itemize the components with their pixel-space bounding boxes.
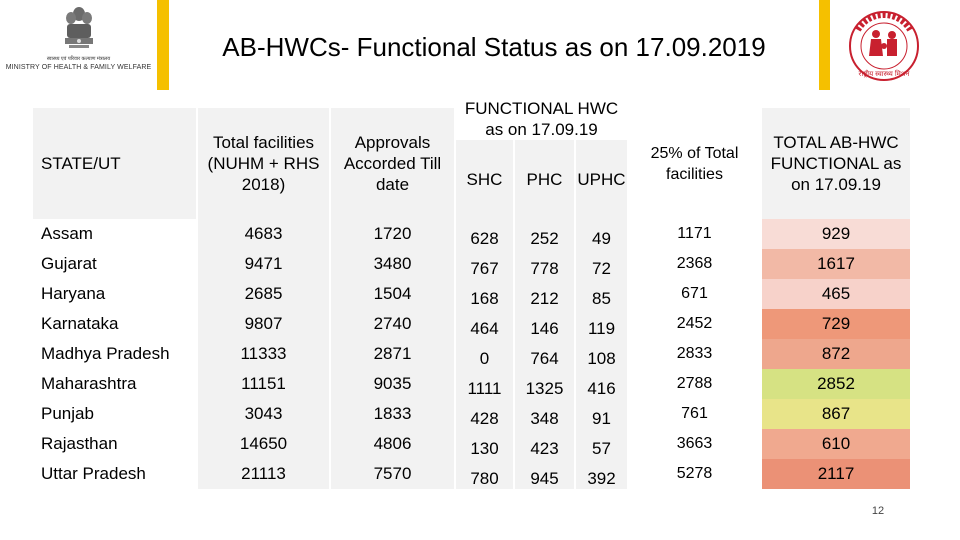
nhm-logo — [838, 8, 930, 90]
state-cell: Gujarat — [41, 254, 97, 273]
state-cell: Punjab — [41, 404, 94, 423]
shc-cell: 780 — [456, 459, 513, 489]
total-facilities-cell: 11151 — [198, 369, 329, 399]
phc-cell: 252 — [515, 219, 574, 249]
phc-cell: 1325 — [515, 369, 574, 399]
pct25-cell: 2788 — [676, 375, 713, 392]
uphc-cell: 91 — [576, 399, 627, 429]
status-table — [33, 99, 928, 495]
nhm-hindi-text: राष्ट्रीय स्वास्थ्य मिशन — [858, 71, 910, 78]
total-facilities-cell: 11333 — [198, 339, 329, 369]
total-facilities-cell: 21113 — [198, 459, 329, 489]
state-cell: Assam — [41, 224, 93, 243]
total-facilities-cell: 3043 — [198, 399, 329, 429]
pct25-cell: 2833 — [676, 345, 713, 362]
pct25-cell: 3663 — [676, 435, 713, 452]
approvals-cell: 1833 — [331, 399, 454, 429]
total-facilities-cell: 2685 — [198, 279, 329, 309]
total-ab-hwc-cell: 2117 — [762, 459, 910, 489]
total-ab-hwc-cell: 610 — [762, 429, 910, 459]
uphc-cell: 57 — [576, 429, 627, 459]
total-ab-hwc-cell: 2852 — [762, 369, 910, 399]
header-phc: PHC — [515, 140, 574, 219]
header-approvals: Approvals Accorded Till date — [331, 108, 454, 219]
uphc-cell: 108 — [576, 339, 627, 369]
total-facilities-cell: 14650 — [198, 429, 329, 459]
header-25-percent: 25% of Total facilities — [650, 144, 739, 183]
total-ab-hwc-cell: 1617 — [762, 249, 910, 279]
total-facilities-cell: 9807 — [198, 309, 329, 339]
shc-cell: 464 — [456, 309, 513, 339]
page-title: AB-HWCs- Functional Status as on 17.09.2019 — [222, 31, 766, 62]
header-total-ab-hwc: TOTAL AB-HWC FUNCTIONAL as on 17.09.19 — [762, 108, 910, 219]
header-functional: FUNCTIONAL HWC as on 17.09.19 — [464, 99, 619, 139]
phc-cell: 764 — [515, 339, 574, 369]
phc-cell: 945 — [515, 459, 574, 489]
pct25-cell: 671 — [681, 285, 708, 302]
title-banner — [157, 0, 830, 90]
ministry-logo — [0, 0, 157, 88]
approvals-cell: 4806 — [331, 429, 454, 459]
total-facilities-cell: 4683 — [198, 219, 329, 249]
shc-cell: 1111 — [456, 369, 513, 399]
phc-cell: 146 — [515, 309, 574, 339]
ministry-name: MINISTRY OF HEALTH & FAMILY WELFARE — [5, 64, 152, 71]
pct25-cell: 2368 — [676, 255, 713, 272]
state-cell: Haryana — [41, 284, 106, 303]
state-cell: Rajasthan — [41, 434, 118, 453]
phc-cell: 423 — [515, 429, 574, 459]
total-facilities-cell: 9471 — [198, 249, 329, 279]
phc-cell: 212 — [515, 279, 574, 309]
approvals-cell: 1504 — [331, 279, 454, 309]
approvals-cell: 7570 — [331, 459, 454, 489]
approvals-cell: 2871 — [331, 339, 454, 369]
header-uphc: UPHC — [576, 140, 627, 219]
shc-cell: 130 — [456, 429, 513, 459]
total-ab-hwc-cell: 465 — [762, 279, 910, 309]
shc-cell: 0 — [456, 339, 513, 369]
title-box — [169, 0, 819, 90]
total-ab-hwc-cell: 929 — [762, 219, 910, 249]
state-cell: Uttar Pradesh — [41, 464, 146, 483]
uphc-cell: 85 — [576, 279, 627, 309]
total-ab-hwc-cell: 867 — [762, 399, 910, 429]
pct25-cell: 5278 — [676, 465, 713, 482]
pct25-cell: 761 — [681, 405, 708, 422]
uphc-cell: 392 — [576, 459, 627, 489]
shc-cell: 767 — [456, 249, 513, 279]
total-ab-hwc-cell: 729 — [762, 309, 910, 339]
uphc-cell: 49 — [576, 219, 627, 249]
state-cell: Maharashtra — [41, 374, 137, 393]
uphc-cell: 416 — [576, 369, 627, 399]
approvals-cell: 9035 — [331, 369, 454, 399]
shc-cell: 428 — [456, 399, 513, 429]
approvals-cell: 2740 — [331, 309, 454, 339]
uphc-cell: 119 — [576, 309, 627, 339]
header-shc: SHC — [456, 140, 513, 219]
pct25-cell: 2452 — [676, 315, 713, 332]
national-emblem-icon — [59, 4, 99, 56]
phc-cell: 778 — [515, 249, 574, 279]
shc-cell: 168 — [456, 279, 513, 309]
total-ab-hwc-cell: 872 — [762, 339, 910, 369]
state-cell: Karnataka — [41, 314, 119, 333]
phc-cell: 348 — [515, 399, 574, 429]
pct25-cell: 1171 — [677, 225, 712, 242]
approvals-cell: 1720 — [331, 219, 454, 249]
approvals-cell: 3480 — [331, 249, 454, 279]
page-number: 12 — [871, 505, 885, 517]
header-state: STATE/UT — [33, 108, 196, 219]
header-total-facilities: Total facilities (NUHM + RHS 2018) — [198, 108, 329, 219]
shc-cell: 628 — [456, 219, 513, 249]
state-cell: Madhya Pradesh — [41, 344, 170, 363]
ministry-hindi-text: स्वास्थ्य एवं परिवार कल्याण मंत्रालय — [46, 56, 111, 62]
uphc-cell: 72 — [576, 249, 627, 279]
